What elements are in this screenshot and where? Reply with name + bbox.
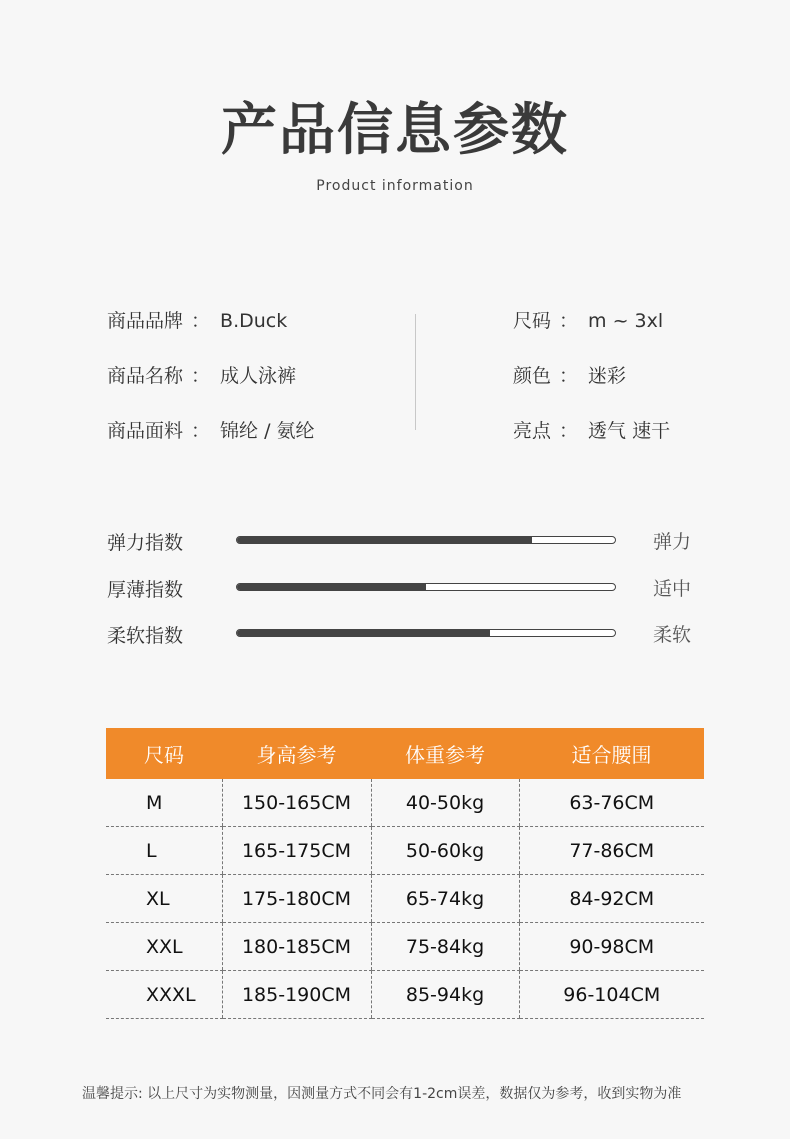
- elasticity-label: 弹力指数: [107, 532, 184, 554]
- info-color: [513, 361, 626, 388]
- table-row: [106, 779, 704, 827]
- info-divider: [415, 314, 416, 430]
- table-row: [106, 971, 704, 1019]
- elasticity-rating: 弹力: [653, 531, 692, 553]
- elasticity-bar: [236, 536, 616, 544]
- cell-height: 180-185CM: [222, 923, 371, 971]
- cell-weight: 50-60kg: [371, 827, 519, 875]
- info-colon: ：: [559, 365, 579, 387]
- cell-size: XXXL: [106, 971, 222, 1019]
- thickness-label: 厚薄指数: [107, 579, 184, 601]
- cell-size: M: [106, 779, 222, 827]
- info-value: 锦纶 / 氨纶: [220, 420, 315, 442]
- cell-height: 165-175CM: [222, 827, 371, 875]
- info-key: 颜色: [513, 365, 552, 387]
- info-colon: ：: [191, 420, 211, 442]
- softness-bar-fill: [237, 630, 490, 636]
- cell-weight: 75-84kg: [371, 923, 519, 971]
- page-title: 产品信息参数: [221, 98, 569, 163]
- cell-weight: 40-50kg: [371, 779, 519, 827]
- page-subtitle: Product information: [316, 178, 474, 194]
- info-value: 透气 速干: [588, 420, 671, 442]
- info-value: B.Duck: [220, 310, 288, 332]
- size-table: [106, 728, 704, 1019]
- cell-waist: 96-104CM: [519, 971, 704, 1019]
- info-highlight: [513, 416, 670, 443]
- thickness-rating: 适中: [653, 578, 692, 600]
- cell-height: 175-180CM: [222, 875, 371, 923]
- table-row: [106, 875, 704, 923]
- info-material: [107, 416, 315, 443]
- footer-note: 温馨提示: 以上尺寸为实物测量，因测量方式不同会有1-2cm误差，数据仅为参考，收到实物为准: [82, 1086, 682, 1102]
- cell-height: 185-190CM: [222, 971, 371, 1019]
- elasticity-bar-fill: [237, 537, 532, 543]
- info-brand: [107, 306, 287, 333]
- cell-size: XXL: [106, 923, 222, 971]
- info-colon: ：: [559, 310, 579, 332]
- info-key: 亮点: [513, 420, 552, 442]
- col-header-weight: 体重参考: [371, 728, 519, 779]
- softness-label: 柔软指数: [107, 625, 184, 647]
- info-value: 迷彩: [588, 365, 627, 387]
- cell-weight: 85-94kg: [371, 971, 519, 1019]
- table-row: [106, 923, 704, 971]
- size-table-header: [106, 728, 704, 779]
- info-value: m ~ 3xl: [588, 310, 664, 332]
- col-header-waist: 适合腰围: [519, 728, 704, 779]
- softness-rating: 柔软: [653, 624, 692, 646]
- table-row: [106, 827, 704, 875]
- cell-weight: 65-74kg: [371, 875, 519, 923]
- cell-height: 150-165CM: [222, 779, 371, 827]
- info-colon: ：: [191, 365, 211, 387]
- softness-bar: [236, 629, 616, 637]
- info-value: 成人泳裤: [220, 365, 297, 387]
- info-key: 商品品牌: [107, 310, 184, 332]
- cell-waist: 63-76CM: [519, 779, 704, 827]
- info-colon: ：: [191, 310, 211, 332]
- cell-size: L: [106, 827, 222, 875]
- info-key: 商品面料: [107, 420, 184, 442]
- thickness-bar-fill: [237, 584, 426, 590]
- info-size: [513, 306, 663, 333]
- cell-waist: 84-92CM: [519, 875, 704, 923]
- cell-waist: 90-98CM: [519, 923, 704, 971]
- info-key: 尺码: [513, 310, 552, 332]
- info-key: 商品名称: [107, 365, 184, 387]
- cell-size: XL: [106, 875, 222, 923]
- cell-waist: 77-86CM: [519, 827, 704, 875]
- col-header-size: 尺码: [106, 728, 222, 779]
- col-header-height: 身高参考: [222, 728, 371, 779]
- thickness-bar: [236, 583, 616, 591]
- info-colon: ：: [559, 420, 579, 442]
- info-product-name: [107, 361, 296, 388]
